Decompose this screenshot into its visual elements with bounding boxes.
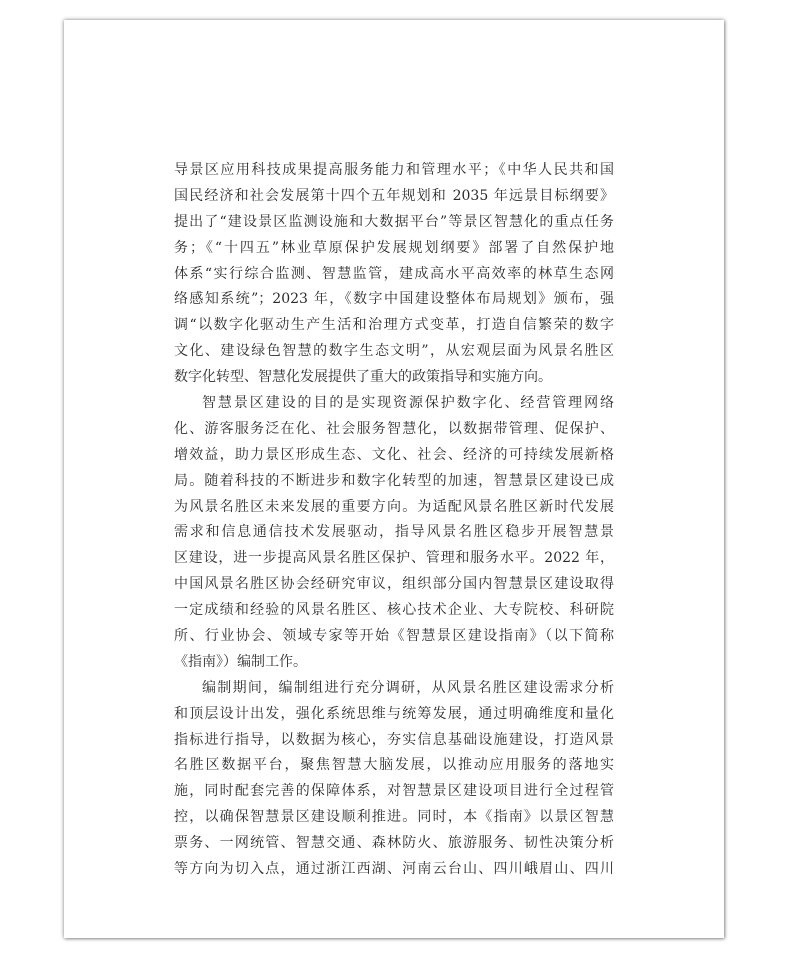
text-line: 需求和信息通信技术发展驱动，指导风景名胜区稳步开展智慧景 xyxy=(174,524,614,541)
text-line: 中国风景名胜区协会经研究审议，组织部分国内智慧景区建设取得 xyxy=(174,576,614,593)
text-line: 导景区应用科技成果提高服务能力和管理水平；《中华人民共和国 xyxy=(174,162,614,178)
text-line: 编制期间，编制组进行充分调研，从风景名胜区建设需求分析 xyxy=(202,679,614,696)
text-line: 为风景名胜区未来发展的重要方向。为适配风景名胜区新时代发展 xyxy=(174,498,614,515)
text-line: 局。随着科技的不断进步和数字化转型的加速，智慧景区建设已成 xyxy=(174,472,614,489)
text-line: 智慧景区建设的目的是实现资源保护数字化、经营管理网络 xyxy=(202,395,614,412)
text-line: 名胜区数据平台，聚焦智慧大脑发展，以推动应用服务的落地实 xyxy=(174,757,614,774)
text-line: 文化、建设绿色智慧的数字生态文明”，从宏观层面为风景名胜区 xyxy=(174,343,614,360)
text-line: 票务、一网统管、智慧交通、森林防火、旅游服务、韧性决策分析 xyxy=(174,835,614,852)
text-line: 区建设，进一步提高风景名胜区保护、管理和服务水平。2022 年， xyxy=(174,550,614,567)
text-line: 国民经济和社会发展第十四个五年规划和 2035 年远景目标纲要》 xyxy=(174,187,614,204)
text-line: 化、游客服务泛在化、社会服务智慧化，以数据带管理、促保护、 xyxy=(174,420,614,437)
text-line: 数字化转型、智慧化发展提供了重大的政策指导和实施方向。 xyxy=(174,369,552,386)
text-line: 所、行业协会、领域专家等开始《智慧景区建设指南》（以下简称 xyxy=(174,628,614,645)
text-line: 体系“实行综合监测、智慧监管，建成高水平高效率的林草生态网 xyxy=(174,265,614,282)
document-page xyxy=(64,20,724,938)
text-line: 指标进行指导，以数据为核心，夯实信息基础设施建设，打造风景 xyxy=(174,731,614,748)
body-text xyxy=(174,158,614,883)
text-line: 一定成绩和经验的风景名胜区、核心技术企业、大专院校、科研院 xyxy=(174,602,614,619)
text-line: 等方向为切入点，通过浙江西湖、河南云台山、四川峨眉山、四川 xyxy=(174,861,614,878)
text-line: 提出了“建设景区监测设施和大数据平台”等景区智慧化的重点任务 xyxy=(174,213,614,230)
text-line: 《指南》）编制工作。 xyxy=(174,653,307,670)
text-line: 调“以数字化驱动生产生活和治理方式变革，打造自信繁荣的数字 xyxy=(174,317,614,334)
text-line: 和顶层设计出发，强化系统思维与统筹发展，通过明确维度和量化 xyxy=(174,705,614,722)
text-line: 络感知系统”；2023 年，《数字中国建设整体布局规划》颁布，强 xyxy=(174,291,614,308)
text-line: 控，以确保智慧景区建设顺利推进。同时，本《指南》以景区智慧 xyxy=(174,809,614,826)
text-line: 施，同时配套完善的保障体系，对智慧景区建设项目进行全过程管 xyxy=(174,783,614,800)
text-line: 增效益，助力景区形成生态、文化、社会、经济的可持续发展新格 xyxy=(174,446,614,463)
text-line: 务；《“十四五”林业草原保护发展规划纲要》部署了自然保护地 xyxy=(174,239,614,256)
